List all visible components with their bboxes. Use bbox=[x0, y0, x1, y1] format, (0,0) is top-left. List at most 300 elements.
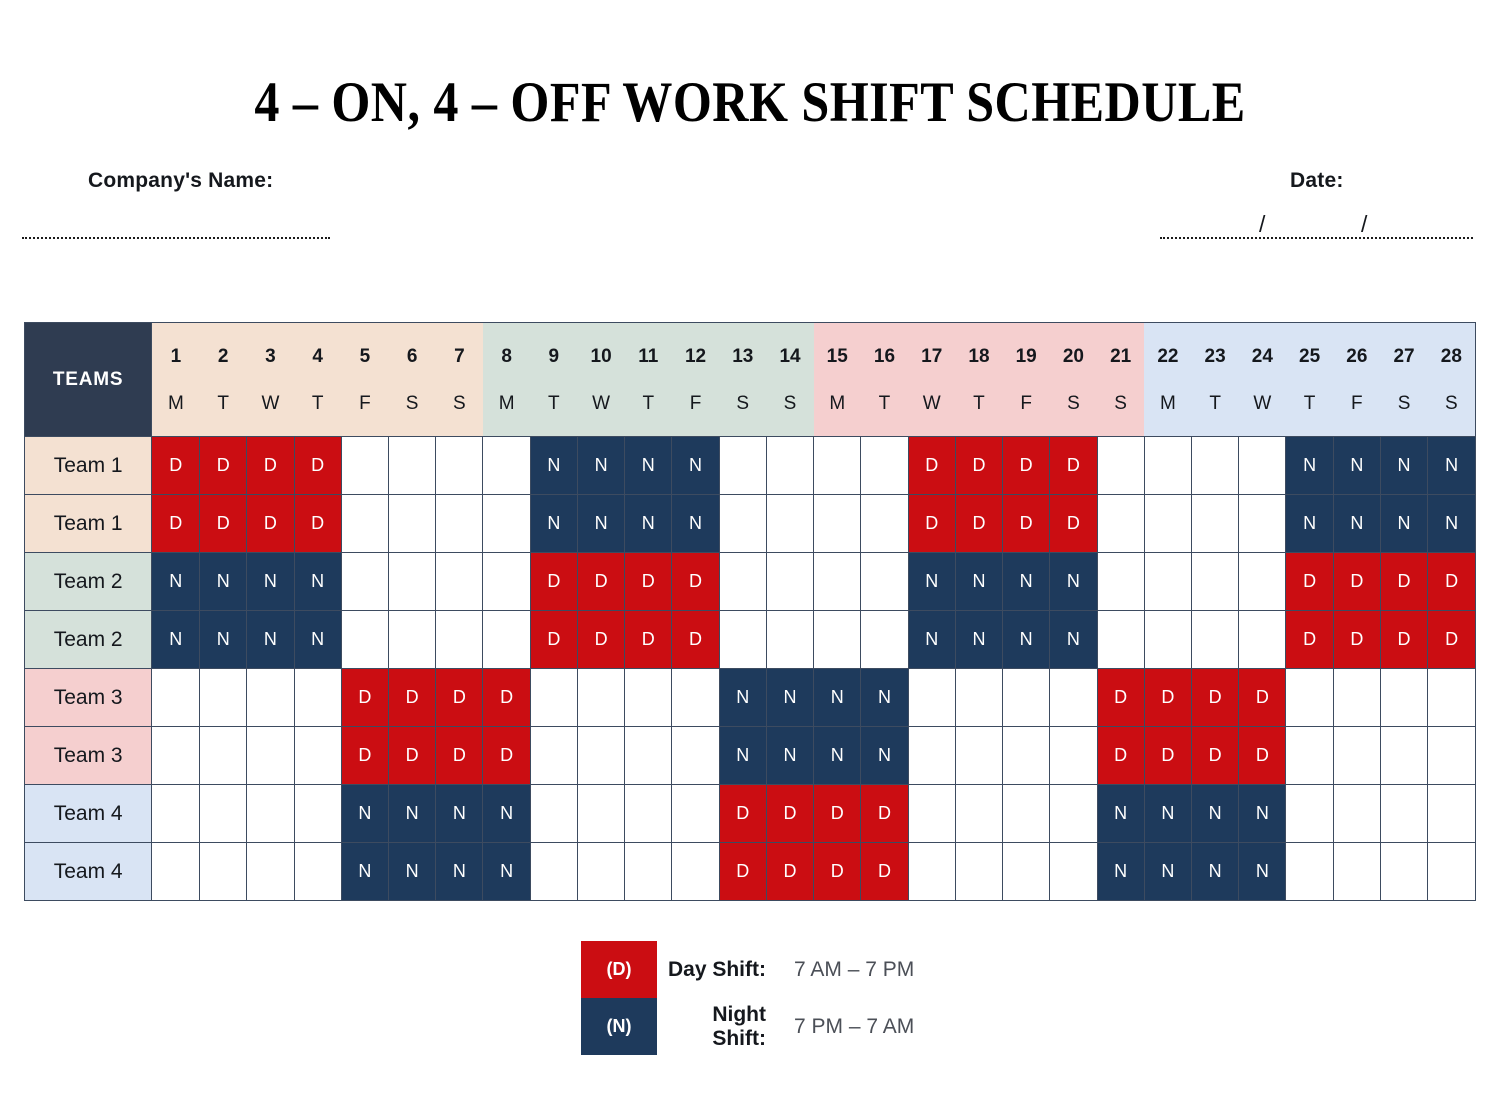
day-of-week: W bbox=[922, 392, 941, 414]
legend bbox=[581, 941, 914, 1055]
shift-cell-night[interactable]: N bbox=[1144, 843, 1191, 901]
shift-cell-off[interactable] bbox=[341, 553, 388, 611]
day-of-week: S bbox=[1444, 392, 1458, 414]
shift-cell-day[interactable]: D bbox=[577, 553, 624, 611]
day-of-week: W bbox=[592, 392, 611, 414]
shift-cell-off[interactable] bbox=[152, 843, 200, 901]
shift-cell-night[interactable]: N bbox=[625, 495, 672, 553]
shift-cell-off[interactable] bbox=[814, 553, 861, 611]
shift-cell-off[interactable] bbox=[530, 843, 577, 901]
shift-cell-off[interactable] bbox=[1144, 437, 1191, 495]
shift-cell-day[interactable]: D bbox=[530, 611, 577, 669]
shift-cell-night[interactable]: N bbox=[389, 785, 436, 843]
shift-cell-off[interactable] bbox=[908, 669, 955, 727]
shift-cell-night[interactable]: N bbox=[766, 727, 813, 785]
shift-cell-night[interactable]: N bbox=[436, 785, 483, 843]
team-label-3[interactable]: Team 3 bbox=[25, 669, 152, 727]
shift-cell-off[interactable] bbox=[1050, 785, 1097, 843]
shift-cell-off[interactable] bbox=[625, 785, 672, 843]
shift-cell-off[interactable] bbox=[389, 611, 436, 669]
shift-cell-off[interactable] bbox=[1097, 437, 1144, 495]
shift-cell-off[interactable] bbox=[577, 785, 624, 843]
shift-cell-off[interactable] bbox=[1192, 437, 1239, 495]
shift-cell-night[interactable]: N bbox=[1380, 437, 1427, 495]
shift-cell-day[interactable]: D bbox=[908, 495, 955, 553]
shift-cell-off[interactable] bbox=[719, 437, 766, 495]
day-header-22 bbox=[1144, 323, 1191, 437]
shift-cell-off[interactable] bbox=[1380, 727, 1427, 785]
day-header-10 bbox=[577, 323, 624, 437]
shift-cell-night[interactable]: N bbox=[483, 785, 530, 843]
shift-cell-off[interactable] bbox=[1144, 553, 1191, 611]
date-slash-2: / bbox=[1361, 211, 1368, 238]
day-header-7 bbox=[436, 323, 483, 437]
shift-cell-day[interactable]: D bbox=[1097, 727, 1144, 785]
shift-cell-off[interactable] bbox=[766, 553, 813, 611]
shift-cell-off[interactable] bbox=[530, 785, 577, 843]
team-label-2[interactable]: Team 2 bbox=[25, 553, 152, 611]
day-header-2 bbox=[200, 323, 247, 437]
shift-cell-off[interactable] bbox=[1097, 495, 1144, 553]
shift-cell-off[interactable] bbox=[955, 843, 1002, 901]
shift-cell-off[interactable] bbox=[719, 611, 766, 669]
day-header-12 bbox=[672, 323, 719, 437]
day-number: 25 bbox=[1299, 345, 1321, 367]
team-label-4[interactable]: Team 4 bbox=[25, 843, 152, 901]
shift-cell-off[interactable] bbox=[1050, 727, 1097, 785]
shift-cell-off[interactable] bbox=[389, 553, 436, 611]
team-label-1[interactable]: Team 1 bbox=[25, 495, 152, 553]
shift-cell-off[interactable] bbox=[955, 669, 1002, 727]
day-header-20 bbox=[1050, 323, 1097, 437]
shift-cell-night[interactable]: N bbox=[200, 611, 247, 669]
shift-cell-off[interactable] bbox=[908, 727, 955, 785]
shift-cell-off[interactable] bbox=[672, 843, 719, 901]
shift-cell-off[interactable] bbox=[1380, 669, 1427, 727]
shift-cell-off[interactable] bbox=[1003, 785, 1050, 843]
shift-cell-off[interactable] bbox=[1333, 843, 1380, 901]
day-of-week: T bbox=[1303, 392, 1316, 414]
day-number: 1 bbox=[170, 345, 182, 367]
shift-cell-off[interactable] bbox=[955, 785, 1002, 843]
day-number: 11 bbox=[638, 345, 659, 367]
shift-cell-day[interactable]: D bbox=[1050, 495, 1097, 553]
shift-cell-off[interactable] bbox=[814, 437, 861, 495]
shift-cell-night[interactable]: N bbox=[247, 553, 294, 611]
schedule-page bbox=[0, 38, 1500, 1100]
shift-cell-day[interactable]: D bbox=[719, 785, 766, 843]
shift-cell-night[interactable]: N bbox=[341, 843, 388, 901]
shift-cell-night[interactable]: N bbox=[294, 611, 341, 669]
shift-cell-day[interactable]: D bbox=[955, 437, 1002, 495]
shift-cell-day[interactable]: D bbox=[389, 727, 436, 785]
day-of-week: M bbox=[168, 392, 184, 414]
shift-cell-night[interactable]: N bbox=[1192, 785, 1239, 843]
shift-cell-night[interactable]: N bbox=[152, 553, 200, 611]
shift-cell-off[interactable] bbox=[436, 553, 483, 611]
shift-cell-off[interactable] bbox=[1144, 495, 1191, 553]
day-of-week: M bbox=[498, 392, 515, 414]
shift-cell-day[interactable]: D bbox=[1286, 611, 1333, 669]
shift-cell-day[interactable]: D bbox=[247, 495, 294, 553]
shift-cell-night[interactable]: N bbox=[530, 437, 577, 495]
day-header-14 bbox=[766, 323, 813, 437]
shift-cell-off[interactable] bbox=[341, 437, 388, 495]
shift-cell-night[interactable]: N bbox=[908, 611, 955, 669]
shift-cell-off[interactable] bbox=[200, 785, 247, 843]
shift-cell-off[interactable] bbox=[1192, 495, 1239, 553]
shift-cell-night[interactable]: N bbox=[200, 553, 247, 611]
day-header-19 bbox=[1003, 323, 1050, 437]
shift-cell-day[interactable]: D bbox=[1239, 727, 1286, 785]
shift-cell-off[interactable] bbox=[1097, 611, 1144, 669]
shift-cell-day[interactable]: D bbox=[1380, 611, 1427, 669]
team-label-1[interactable]: Team 1 bbox=[25, 437, 152, 495]
shift-cell-off[interactable] bbox=[1333, 669, 1380, 727]
shift-cell-off[interactable] bbox=[577, 727, 624, 785]
table-row bbox=[25, 437, 1476, 495]
shift-cell-off[interactable] bbox=[530, 727, 577, 785]
date-slash-1: / bbox=[1259, 211, 1266, 238]
shift-cell-off[interactable] bbox=[861, 553, 908, 611]
date-separators bbox=[1160, 211, 1473, 239]
day-header-6 bbox=[389, 323, 436, 437]
shift-cell-off[interactable] bbox=[861, 495, 908, 553]
shift-cell-off[interactable] bbox=[1239, 553, 1286, 611]
day-number: 12 bbox=[684, 345, 707, 367]
shift-cell-off[interactable] bbox=[766, 611, 813, 669]
date-label: Date: bbox=[1290, 169, 1344, 193]
shift-cell-day[interactable]: D bbox=[1428, 611, 1476, 669]
company-name-input[interactable] bbox=[22, 237, 330, 239]
shift-cell-off[interactable] bbox=[1333, 727, 1380, 785]
day-number: 20 bbox=[1062, 345, 1084, 367]
shift-cell-off[interactable] bbox=[1239, 437, 1286, 495]
shift-cell-night[interactable]: N bbox=[1097, 843, 1144, 901]
shift-cell-night[interactable]: N bbox=[672, 495, 719, 553]
day-header-23 bbox=[1192, 323, 1239, 437]
shift-cell-night[interactable]: N bbox=[436, 843, 483, 901]
legend-row bbox=[581, 998, 914, 1055]
shift-cell-off[interactable] bbox=[1144, 611, 1191, 669]
shift-cell-off[interactable] bbox=[719, 553, 766, 611]
shift-cell-off[interactable] bbox=[1286, 727, 1333, 785]
shift-cell-day[interactable]: D bbox=[766, 785, 813, 843]
shift-cell-off[interactable] bbox=[1286, 669, 1333, 727]
shift-cell-off[interactable] bbox=[861, 611, 908, 669]
shift-cell-off[interactable] bbox=[625, 843, 672, 901]
day-number: 23 bbox=[1204, 345, 1226, 367]
shift-cell-night[interactable]: N bbox=[719, 669, 766, 727]
day-of-week: T bbox=[311, 392, 324, 414]
shift-cell-night[interactable]: N bbox=[389, 843, 436, 901]
day-header-21 bbox=[1097, 323, 1144, 437]
shift-cell-night[interactable]: N bbox=[1428, 495, 1476, 553]
shift-cell-night[interactable]: N bbox=[1144, 785, 1191, 843]
shift-cell-off[interactable] bbox=[1428, 669, 1476, 727]
shift-cell-off[interactable] bbox=[625, 669, 672, 727]
shift-cell-off[interactable] bbox=[152, 669, 200, 727]
shift-cell-off[interactable] bbox=[1286, 785, 1333, 843]
shift-cell-off[interactable] bbox=[200, 843, 247, 901]
day-number: 3 bbox=[265, 345, 276, 367]
shift-cell-off[interactable] bbox=[814, 495, 861, 553]
shift-cell-day[interactable]: D bbox=[814, 785, 861, 843]
shift-cell-off[interactable] bbox=[1380, 843, 1427, 901]
shift-cell-day[interactable]: D bbox=[625, 553, 672, 611]
day-number: 16 bbox=[873, 345, 896, 367]
shift-cell-day[interactable]: D bbox=[719, 843, 766, 901]
legend-time: 7 PM – 7 AM bbox=[794, 1014, 915, 1038]
shift-cell-off[interactable] bbox=[152, 727, 200, 785]
shift-cell-off[interactable] bbox=[247, 727, 294, 785]
shift-cell-off[interactable] bbox=[294, 785, 341, 843]
shift-cell-day[interactable]: D bbox=[672, 611, 719, 669]
day-header-26 bbox=[1333, 323, 1380, 437]
shift-cell-off[interactable] bbox=[1050, 843, 1097, 901]
shift-cell-day[interactable]: D bbox=[294, 495, 341, 553]
day-number: 6 bbox=[406, 345, 418, 367]
shift-cell-night[interactable]: N bbox=[861, 669, 908, 727]
shift-cell-night[interactable]: N bbox=[1050, 553, 1097, 611]
shift-cell-off[interactable] bbox=[1286, 843, 1333, 901]
date-input[interactable] bbox=[1160, 237, 1473, 239]
shift-cell-day[interactable]: D bbox=[1428, 553, 1476, 611]
shift-cell-day[interactable]: D bbox=[1192, 669, 1239, 727]
shift-cell-off[interactable] bbox=[436, 437, 483, 495]
day-header-24 bbox=[1239, 323, 1286, 437]
shift-cell-night[interactable]: N bbox=[766, 669, 813, 727]
shift-cell-off[interactable] bbox=[1380, 785, 1427, 843]
shift-cell-off[interactable] bbox=[1003, 727, 1050, 785]
day-of-week: S bbox=[405, 392, 419, 414]
shift-cell-off[interactable] bbox=[1428, 843, 1476, 901]
day-number: 15 bbox=[826, 345, 848, 367]
shift-cell-day[interactable]: D bbox=[436, 727, 483, 785]
teams-header-cell: TEAMS bbox=[25, 323, 152, 437]
legend-time: 7 AM – 7 PM bbox=[794, 957, 915, 981]
shift-cell-off[interactable] bbox=[294, 727, 341, 785]
day-of-week: T bbox=[217, 392, 229, 414]
day-header-15 bbox=[814, 323, 861, 437]
shift-cell-night[interactable]: N bbox=[1333, 495, 1380, 553]
shift-cell-off[interactable] bbox=[436, 611, 483, 669]
page-title: 4 – ON, 4 – OFF WORK SHIFT SCHEDULE bbox=[254, 71, 1246, 135]
day-number: 14 bbox=[779, 345, 801, 367]
shift-cell-day[interactable]: D bbox=[152, 437, 200, 495]
shift-cell-night[interactable]: N bbox=[1239, 785, 1286, 843]
shift-cell-night[interactable]: N bbox=[577, 437, 624, 495]
shift-cell-day[interactable]: D bbox=[766, 843, 813, 901]
shift-cell-day[interactable]: D bbox=[341, 669, 388, 727]
shift-cell-day[interactable]: D bbox=[152, 495, 200, 553]
shift-cell-off[interactable] bbox=[1239, 495, 1286, 553]
shift-cell-night[interactable]: N bbox=[341, 785, 388, 843]
shift-cell-day[interactable]: D bbox=[861, 785, 908, 843]
shift-cell-day[interactable]: D bbox=[1192, 727, 1239, 785]
shift-cell-day[interactable]: D bbox=[1333, 611, 1380, 669]
team-label-2[interactable]: Team 2 bbox=[25, 611, 152, 669]
shift-cell-off[interactable] bbox=[530, 669, 577, 727]
shift-cell-night[interactable]: N bbox=[530, 495, 577, 553]
day-number: 7 bbox=[454, 345, 465, 367]
shift-cell-off[interactable] bbox=[247, 785, 294, 843]
shift-cell-off[interactable] bbox=[672, 727, 719, 785]
day-header-27 bbox=[1380, 323, 1427, 437]
shift-cell-day[interactable]: D bbox=[672, 553, 719, 611]
shift-cell-day[interactable]: D bbox=[530, 553, 577, 611]
shift-cell-off[interactable] bbox=[1428, 785, 1476, 843]
shift-cell-night[interactable]: N bbox=[814, 727, 861, 785]
shift-cell-off[interactable] bbox=[294, 843, 341, 901]
shift-cell-day[interactable]: D bbox=[625, 611, 672, 669]
shift-cell-off[interactable] bbox=[1239, 611, 1286, 669]
day-of-week: S bbox=[1114, 392, 1127, 414]
shift-cell-off[interactable] bbox=[483, 495, 530, 553]
table-row bbox=[25, 669, 1476, 727]
team-label-4[interactable]: Team 4 bbox=[25, 785, 152, 843]
shift-cell-day[interactable]: D bbox=[200, 437, 247, 495]
shift-cell-day[interactable]: D bbox=[1003, 495, 1050, 553]
shift-cell-day[interactable]: D bbox=[1097, 669, 1144, 727]
shift-cell-day[interactable]: D bbox=[247, 437, 294, 495]
shift-cell-night[interactable]: N bbox=[814, 669, 861, 727]
shift-cell-day[interactable]: D bbox=[1239, 669, 1286, 727]
shift-cell-off[interactable] bbox=[766, 437, 813, 495]
shift-cell-off[interactable] bbox=[483, 553, 530, 611]
shift-cell-night[interactable]: N bbox=[483, 843, 530, 901]
shift-cell-off[interactable] bbox=[1192, 553, 1239, 611]
shift-cell-off[interactable] bbox=[1428, 727, 1476, 785]
shift-cell-night[interactable]: N bbox=[1239, 843, 1286, 901]
shift-cell-day[interactable]: D bbox=[294, 437, 341, 495]
day-number: 4 bbox=[312, 345, 323, 367]
day-of-week: S bbox=[1397, 392, 1411, 414]
shift-cell-night[interactable]: N bbox=[861, 727, 908, 785]
shift-cell-off[interactable] bbox=[483, 611, 530, 669]
shift-cell-day[interactable]: D bbox=[1286, 553, 1333, 611]
shift-cell-day[interactable]: D bbox=[483, 727, 530, 785]
shift-cell-night[interactable]: N bbox=[152, 611, 200, 669]
shift-cell-off[interactable] bbox=[1333, 785, 1380, 843]
shift-cell-night[interactable]: N bbox=[908, 553, 955, 611]
day-number: 8 bbox=[501, 345, 512, 367]
day-header-5 bbox=[341, 323, 388, 437]
shift-cell-day[interactable]: D bbox=[1144, 669, 1191, 727]
shift-cell-off[interactable] bbox=[908, 785, 955, 843]
day-of-week: F bbox=[359, 392, 371, 414]
shift-cell-off[interactable] bbox=[1097, 553, 1144, 611]
header-row bbox=[25, 323, 1476, 437]
shift-cell-day[interactable]: D bbox=[577, 611, 624, 669]
day-number: 26 bbox=[1346, 345, 1368, 367]
shift-cell-night[interactable]: N bbox=[719, 727, 766, 785]
shift-cell-off[interactable] bbox=[200, 727, 247, 785]
day-of-week: M bbox=[1159, 392, 1176, 414]
shift-cell-day[interactable]: D bbox=[341, 727, 388, 785]
shift-cell-off[interactable] bbox=[719, 495, 766, 553]
shift-cell-off[interactable] bbox=[672, 785, 719, 843]
shift-cell-off[interactable] bbox=[1003, 669, 1050, 727]
shift-cell-day[interactable]: D bbox=[1003, 437, 1050, 495]
shift-cell-night[interactable]: N bbox=[1050, 611, 1097, 669]
shift-cell-night[interactable]: N bbox=[1286, 437, 1333, 495]
shift-cell-off[interactable] bbox=[436, 495, 483, 553]
shift-cell-day[interactable]: D bbox=[1050, 437, 1097, 495]
schedule-table-head bbox=[25, 323, 1476, 437]
shift-cell-day[interactable]: D bbox=[955, 495, 1002, 553]
shift-cell-night[interactable]: N bbox=[1380, 495, 1427, 553]
shift-cell-off[interactable] bbox=[341, 611, 388, 669]
shift-cell-day[interactable]: D bbox=[1144, 727, 1191, 785]
shift-cell-night[interactable]: N bbox=[625, 437, 672, 495]
shift-cell-day[interactable]: D bbox=[1333, 553, 1380, 611]
shift-cell-off[interactable] bbox=[152, 785, 200, 843]
shift-cell-night[interactable]: N bbox=[577, 495, 624, 553]
shift-cell-night[interactable]: N bbox=[1333, 437, 1380, 495]
shift-cell-off[interactable] bbox=[200, 669, 247, 727]
shift-cell-off[interactable] bbox=[294, 669, 341, 727]
table-row bbox=[25, 785, 1476, 843]
shift-cell-off[interactable] bbox=[861, 437, 908, 495]
shift-cell-off[interactable] bbox=[1003, 843, 1050, 901]
shift-cell-off[interactable] bbox=[483, 437, 530, 495]
shift-cell-off[interactable] bbox=[247, 843, 294, 901]
shift-cell-night[interactable]: N bbox=[955, 553, 1002, 611]
shift-cell-day[interactable]: D bbox=[814, 843, 861, 901]
shift-cell-day[interactable]: D bbox=[908, 437, 955, 495]
shift-cell-off[interactable] bbox=[1050, 669, 1097, 727]
shift-cell-night[interactable]: N bbox=[955, 611, 1002, 669]
day-number: 13 bbox=[732, 345, 754, 367]
shift-cell-off[interactable] bbox=[389, 437, 436, 495]
shift-cell-off[interactable] bbox=[341, 495, 388, 553]
shift-cell-day[interactable]: D bbox=[1380, 553, 1427, 611]
shift-cell-off[interactable] bbox=[247, 669, 294, 727]
day-header-13 bbox=[719, 323, 766, 437]
shift-cell-night[interactable]: N bbox=[1428, 437, 1476, 495]
shift-cell-night[interactable]: N bbox=[672, 437, 719, 495]
shift-cell-day[interactable]: D bbox=[200, 495, 247, 553]
shift-cell-day[interactable]: D bbox=[389, 669, 436, 727]
shift-cell-off[interactable] bbox=[766, 495, 813, 553]
shift-cell-off[interactable] bbox=[625, 727, 672, 785]
day-of-week: W bbox=[1253, 392, 1272, 414]
meta-fields bbox=[0, 169, 1500, 279]
shift-cell-off[interactable] bbox=[672, 669, 719, 727]
shift-cell-night[interactable]: N bbox=[247, 611, 294, 669]
shift-cell-day[interactable]: D bbox=[483, 669, 530, 727]
shift-cell-off[interactable] bbox=[389, 495, 436, 553]
shift-cell-night[interactable]: N bbox=[1192, 843, 1239, 901]
shift-cell-off[interactable] bbox=[577, 669, 624, 727]
shift-cell-day[interactable]: D bbox=[861, 843, 908, 901]
shift-cell-night[interactable]: N bbox=[1097, 785, 1144, 843]
shift-cell-night[interactable]: N bbox=[1286, 495, 1333, 553]
shift-cell-night[interactable]: N bbox=[1003, 553, 1050, 611]
team-label-3[interactable]: Team 3 bbox=[25, 727, 152, 785]
day-header-1 bbox=[152, 323, 200, 437]
legend-swatch-d: (D) bbox=[581, 941, 657, 998]
shift-cell-night[interactable]: N bbox=[294, 553, 341, 611]
shift-cell-off[interactable] bbox=[577, 843, 624, 901]
shift-cell-off[interactable] bbox=[955, 727, 1002, 785]
shift-cell-off[interactable] bbox=[908, 843, 955, 901]
shift-cell-off[interactable] bbox=[1192, 611, 1239, 669]
shift-cell-off[interactable] bbox=[814, 611, 861, 669]
shift-cell-day[interactable]: D bbox=[436, 669, 483, 727]
shift-cell-night[interactable]: N bbox=[1003, 611, 1050, 669]
